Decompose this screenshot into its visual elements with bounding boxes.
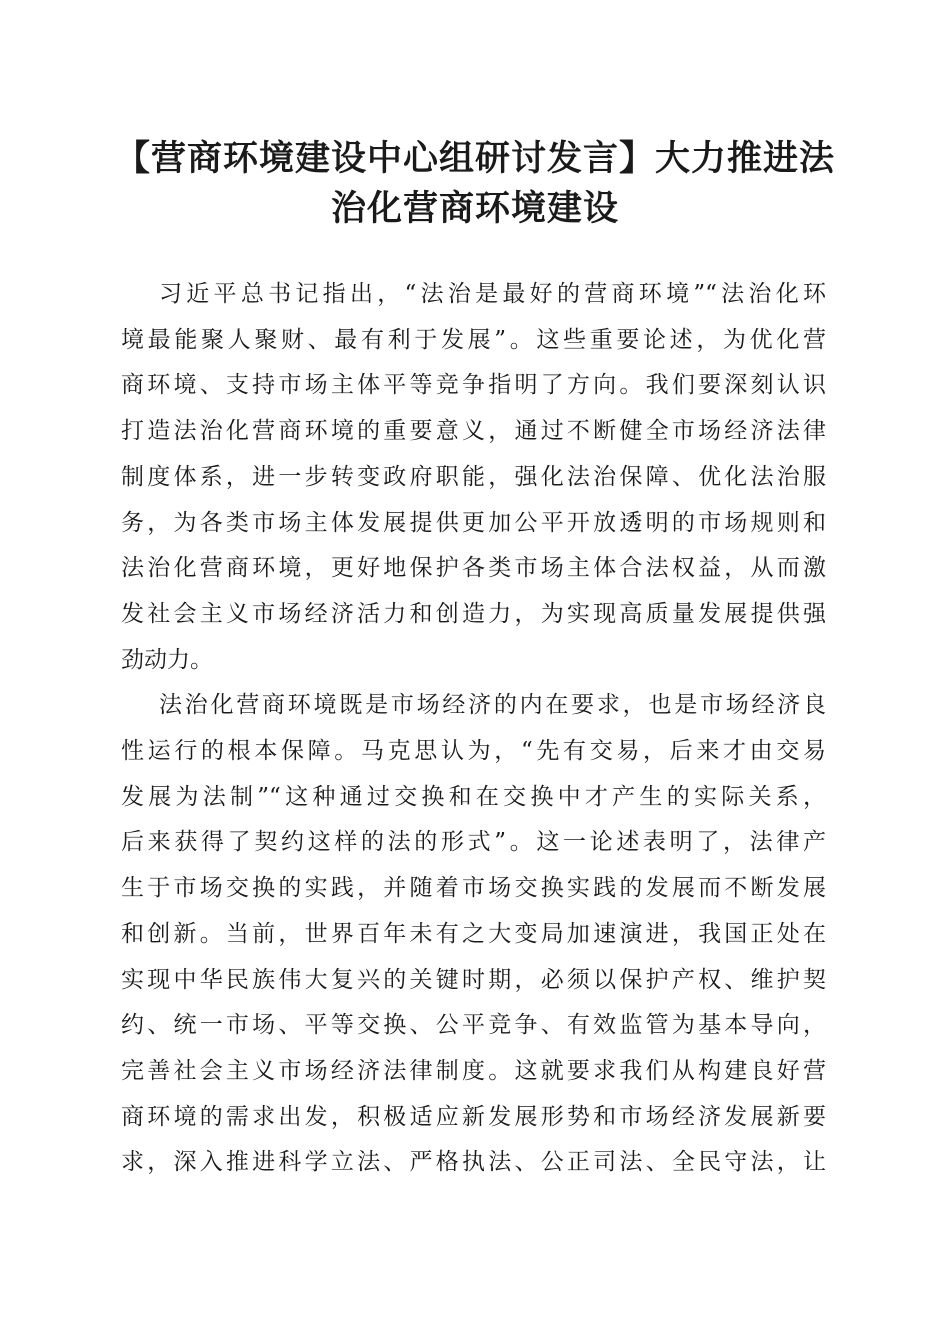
paragraph-line: 发社会主义市场经济活力和创造力，为实现高质量发展提供强 [121, 600, 826, 627]
paragraph-line: 习近平总书记指出，“法治是最好的营商环境”“法治化环 [159, 281, 826, 307]
paragraph-line: 实现中华民族伟大复兴的关键时期，必须以保护产权、维护契 [121, 966, 826, 993]
paragraph-line: 商环境的需求出发，积极适应新发展形势和市场经济发展新要 [121, 1103, 826, 1130]
paragraph-line: 务，为各类市场主体发展提供更加公平开放透明的市场规则和 [121, 509, 826, 536]
paragraph-line: 约、统一市场、平等交换、公平竞争、有效监管为基本导向， [121, 1012, 826, 1039]
paragraph-line: 和创新。当前，世界百年未有之大变局加速演进，我国正处在 [121, 920, 826, 947]
title-line-2: 治化营商环境建设 [330, 188, 619, 229]
title-line-1: 【营商环境建设中心组研讨发言】大力推进法 [114, 138, 835, 179]
paragraph-line: 法治化营商环境，更好地保护各类市场主体合法权益，从而激 [121, 555, 826, 582]
paragraph-line: 发展为法制”“这种通过交换和在交换中才产生的实际关系， [121, 783, 826, 810]
paragraph-line: 性运行的根本保障。马克思认为，“先有交易，后来才由交易 [121, 738, 826, 765]
paragraph-line: 后来获得了契约这样的法的形式”。这一论述表明了，法律产 [121, 829, 826, 856]
paragraph-line: 法治化营商环境既是市场经济的内在要求，也是市场经济良 [159, 692, 826, 719]
document-body [121, 272, 826, 1186]
document-title [100, 134, 850, 234]
paragraph-line: 制度体系，进一步转变政府职能，强化法治保障、优化法治服 [121, 463, 826, 490]
paragraph-line: 生于市场交换的实践，并随着市场交换实践的发展而不断发展 [121, 875, 826, 902]
paragraph-2 [121, 683, 826, 1186]
paragraph-line: 求，深入推进科学立法、严格执法、公正司法、全民守法，让 [121, 1149, 826, 1176]
paragraph-line: 境最能聚人聚财、最有利于发展”。这些重要论述，为优化营 [121, 326, 826, 353]
paragraph-1 [121, 272, 826, 683]
paragraph-line: 打造法治化营商环境的重要意义，通过不断健全市场经济法律 [121, 418, 826, 445]
paragraph-line: 劲动力。 [121, 646, 213, 673]
paragraph-line: 商环境、支持市场主体平等竞争指明了方向。我们要深刻认识 [121, 372, 826, 399]
paragraph-line: 完善社会主义市场经济法律制度。这就要求我们从构建良好营 [121, 1057, 826, 1084]
